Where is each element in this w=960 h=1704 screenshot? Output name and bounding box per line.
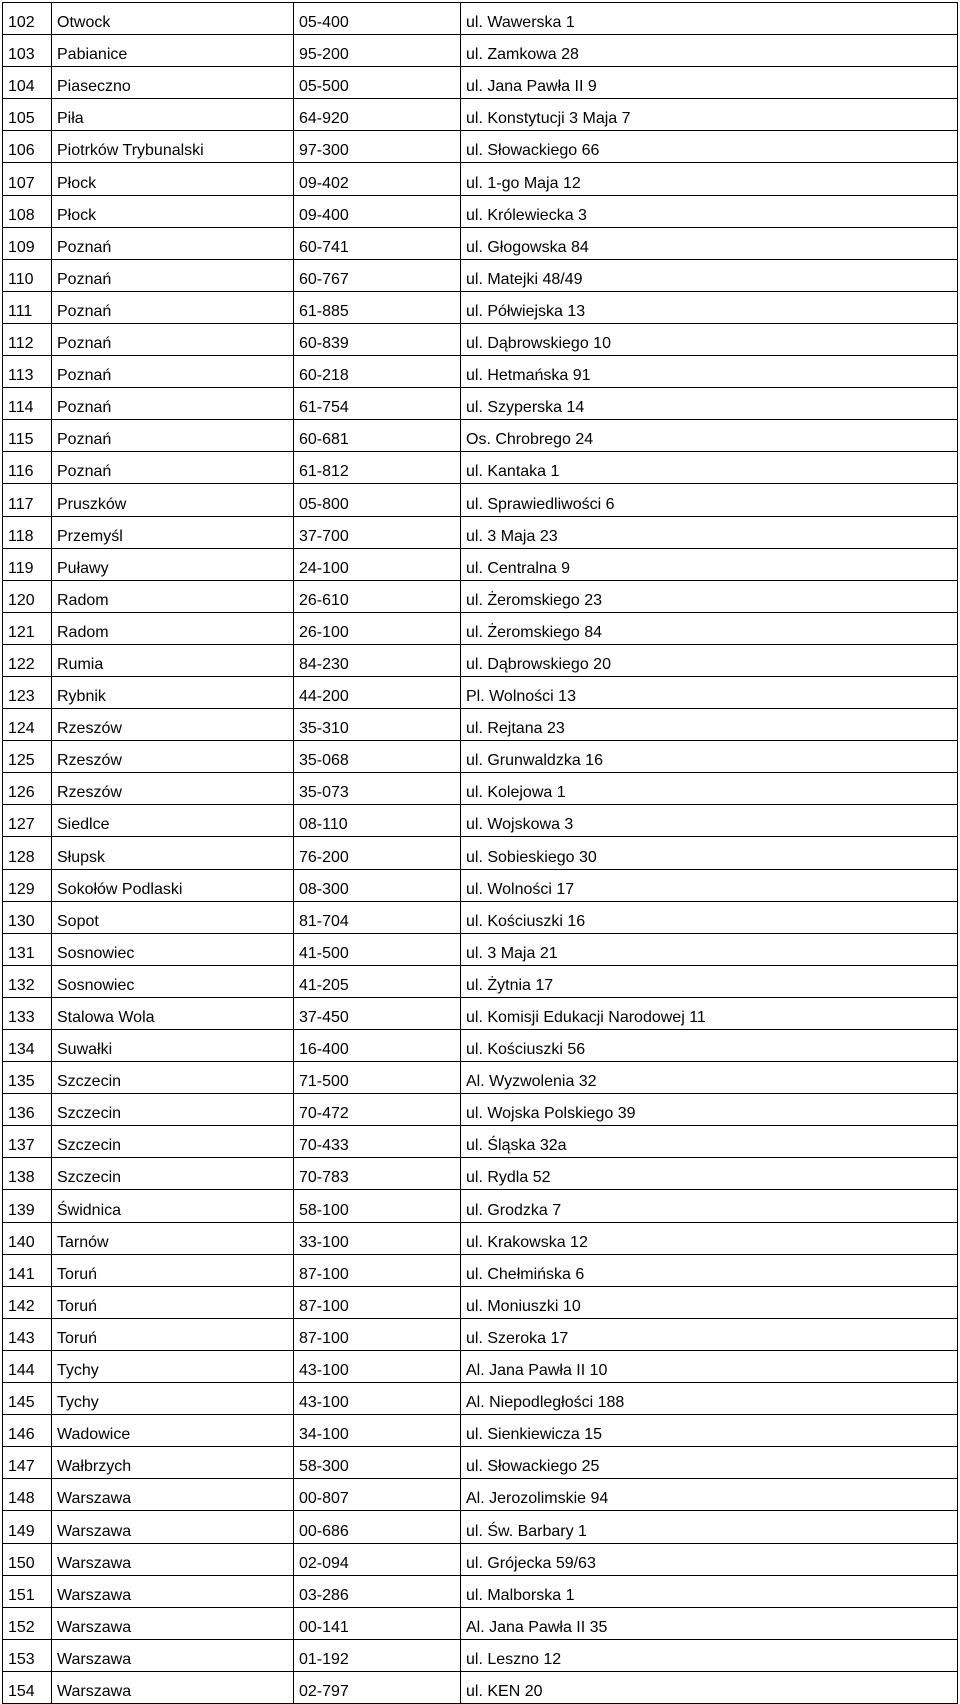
- row-number-cell: 143: [3, 1318, 52, 1350]
- row-number-cell: 110: [3, 259, 52, 291]
- address-cell: ul. Rejtana 23: [461, 709, 958, 741]
- table-row: [3, 1575, 958, 1607]
- postal-code-cell: 02-094: [294, 1543, 461, 1575]
- row-number-cell: 132: [3, 965, 52, 997]
- address-cell: ul. Wojskowa 3: [461, 805, 958, 837]
- city-cell: Piaseczno: [52, 67, 294, 99]
- table-row: [3, 131, 958, 163]
- row-number-cell: 148: [3, 1479, 52, 1511]
- city-cell: Warszawa: [52, 1575, 294, 1607]
- address-cell: ul. Leszno 12: [461, 1639, 958, 1671]
- address-cell: ul. Żeromskiego 23: [461, 580, 958, 612]
- postal-code-cell: 97-300: [294, 131, 461, 163]
- city-cell: Poznań: [52, 356, 294, 388]
- address-cell: ul. Kościuszki 16: [461, 901, 958, 933]
- row-number-cell: 103: [3, 35, 52, 67]
- table-row: [3, 548, 958, 580]
- city-cell: Szczecin: [52, 1158, 294, 1190]
- postal-code-cell: 76-200: [294, 837, 461, 869]
- table-row: [3, 356, 958, 388]
- row-number-cell: 144: [3, 1350, 52, 1382]
- table-row: [3, 869, 958, 901]
- postal-code-cell: 70-433: [294, 1126, 461, 1158]
- city-cell: Poznań: [52, 388, 294, 420]
- table-row: [3, 1639, 958, 1671]
- table-row: [3, 773, 958, 805]
- city-cell: Słupsk: [52, 837, 294, 869]
- city-cell: Otwock: [52, 3, 294, 35]
- table-row: [3, 1222, 958, 1254]
- city-cell: Warszawa: [52, 1671, 294, 1703]
- address-cell: ul. Żytnia 17: [461, 965, 958, 997]
- row-number-cell: 140: [3, 1222, 52, 1254]
- address-cell: Al. Jerozolimskie 94: [461, 1479, 958, 1511]
- postal-code-cell: 81-704: [294, 901, 461, 933]
- city-cell: Szczecin: [52, 1094, 294, 1126]
- address-cell: ul. Królewiecka 3: [461, 195, 958, 227]
- city-cell: Płock: [52, 163, 294, 195]
- city-cell: Szczecin: [52, 1126, 294, 1158]
- address-cell: ul. Wojska Polskiego 39: [461, 1094, 958, 1126]
- postal-code-cell: 58-300: [294, 1447, 461, 1479]
- city-cell: Tychy: [52, 1383, 294, 1415]
- postal-code-cell: 37-450: [294, 997, 461, 1029]
- postal-code-cell: 43-100: [294, 1383, 461, 1415]
- address-cell: ul. 3 Maja 23: [461, 516, 958, 548]
- city-cell: Radom: [52, 612, 294, 644]
- address-cell: ul. KEN 20: [461, 1671, 958, 1703]
- address-cell: ul. Dąbrowskiego 10: [461, 323, 958, 355]
- table-row: [3, 580, 958, 612]
- city-cell: Siedlce: [52, 805, 294, 837]
- city-cell: Tychy: [52, 1350, 294, 1382]
- address-cell: ul. Moniuszki 10: [461, 1286, 958, 1318]
- postal-code-cell: 00-686: [294, 1511, 461, 1543]
- address-cell: ul. Półwiejska 13: [461, 291, 958, 323]
- table-row: [3, 709, 958, 741]
- table-row: [3, 163, 958, 195]
- postal-code-cell: 87-100: [294, 1254, 461, 1286]
- row-number-cell: 138: [3, 1158, 52, 1190]
- row-number-cell: 122: [3, 644, 52, 676]
- row-number-cell: 141: [3, 1254, 52, 1286]
- city-cell: Toruń: [52, 1318, 294, 1350]
- city-cell: Przemyśl: [52, 516, 294, 548]
- address-cell: ul. Śląska 32a: [461, 1126, 958, 1158]
- city-cell: Tarnów: [52, 1222, 294, 1254]
- city-cell: Poznań: [52, 452, 294, 484]
- city-cell: Sopot: [52, 901, 294, 933]
- postal-code-cell: 43-100: [294, 1350, 461, 1382]
- row-number-cell: 107: [3, 163, 52, 195]
- postal-code-cell: 41-205: [294, 965, 461, 997]
- address-cell: ul. Słowackiego 66: [461, 131, 958, 163]
- row-number-cell: 112: [3, 323, 52, 355]
- city-cell: Radom: [52, 580, 294, 612]
- row-number-cell: 150: [3, 1543, 52, 1575]
- city-cell: Rumia: [52, 644, 294, 676]
- row-number-cell: 114: [3, 388, 52, 420]
- postal-code-cell: 05-800: [294, 484, 461, 516]
- postal-code-cell: 09-400: [294, 195, 461, 227]
- city-cell: Poznań: [52, 259, 294, 291]
- address-cell: ul. Hetmańska 91: [461, 356, 958, 388]
- row-number-cell: 104: [3, 67, 52, 99]
- postal-code-cell: 87-100: [294, 1318, 461, 1350]
- postal-code-cell: 44-200: [294, 676, 461, 708]
- table-row: [3, 644, 958, 676]
- table-row: [3, 3, 958, 35]
- row-number-cell: 147: [3, 1447, 52, 1479]
- address-cell: ul. Chełmińska 6: [461, 1254, 958, 1286]
- table-row: [3, 965, 958, 997]
- row-number-cell: 116: [3, 452, 52, 484]
- postal-code-cell: 26-610: [294, 580, 461, 612]
- postal-code-cell: 05-400: [294, 3, 461, 35]
- row-number-cell: 131: [3, 933, 52, 965]
- table-row: [3, 1030, 958, 1062]
- postal-code-cell: 61-812: [294, 452, 461, 484]
- city-cell: Stalowa Wola: [52, 997, 294, 1029]
- postal-code-cell: 60-839: [294, 323, 461, 355]
- address-cell: ul. Wolności 17: [461, 869, 958, 901]
- postal-code-cell: 60-767: [294, 259, 461, 291]
- row-number-cell: 115: [3, 420, 52, 452]
- address-cell: ul. Centralna 9: [461, 548, 958, 580]
- table-row: [3, 1062, 958, 1094]
- city-cell: Warszawa: [52, 1479, 294, 1511]
- address-cell: ul. Sprawiedliwości 6: [461, 484, 958, 516]
- table-row: [3, 1126, 958, 1158]
- postal-code-cell: 95-200: [294, 35, 461, 67]
- row-number-cell: 117: [3, 484, 52, 516]
- table-row: [3, 676, 958, 708]
- address-cell: Al. Niepodległości 188: [461, 1383, 958, 1415]
- address-cell: Pl. Wolności 13: [461, 676, 958, 708]
- city-cell: Poznań: [52, 227, 294, 259]
- address-cell: Os. Chrobrego 24: [461, 420, 958, 452]
- postal-code-cell: 09-402: [294, 163, 461, 195]
- address-cell: ul. Sobieskiego 30: [461, 837, 958, 869]
- address-cell: ul. Słowackiego 25: [461, 1447, 958, 1479]
- postal-code-cell: 60-218: [294, 356, 461, 388]
- row-number-cell: 118: [3, 516, 52, 548]
- city-cell: Sosnowiec: [52, 933, 294, 965]
- row-number-cell: 119: [3, 548, 52, 580]
- address-cell: ul. Jana Pawła II 9: [461, 67, 958, 99]
- table-row: [3, 1415, 958, 1447]
- address-cell: Al. Wyzwolenia 32: [461, 1062, 958, 1094]
- table-row: [3, 1158, 958, 1190]
- table-row: [3, 388, 958, 420]
- table-row: [3, 516, 958, 548]
- postal-code-cell: 84-230: [294, 644, 461, 676]
- postal-code-cell: 70-783: [294, 1158, 461, 1190]
- table-row: [3, 901, 958, 933]
- table-row: [3, 259, 958, 291]
- city-cell: Poznań: [52, 291, 294, 323]
- table-row: [3, 612, 958, 644]
- row-number-cell: 130: [3, 901, 52, 933]
- row-number-cell: 154: [3, 1671, 52, 1703]
- city-cell: Warszawa: [52, 1511, 294, 1543]
- address-cell: ul. Św. Barbary 1: [461, 1511, 958, 1543]
- row-number-cell: 152: [3, 1607, 52, 1639]
- row-number-cell: 149: [3, 1511, 52, 1543]
- postal-code-cell: 64-920: [294, 99, 461, 131]
- address-cell: ul. Szyperska 14: [461, 388, 958, 420]
- postal-code-cell: 35-068: [294, 741, 461, 773]
- table-row: [3, 805, 958, 837]
- row-number-cell: 126: [3, 773, 52, 805]
- postal-code-cell: 35-310: [294, 709, 461, 741]
- row-number-cell: 146: [3, 1415, 52, 1447]
- city-cell: Wadowice: [52, 1415, 294, 1447]
- city-cell: Sokołów Podlaski: [52, 869, 294, 901]
- table-row: [3, 1671, 958, 1703]
- postal-code-cell: 08-110: [294, 805, 461, 837]
- table-row: [3, 1607, 958, 1639]
- postal-code-cell: 61-885: [294, 291, 461, 323]
- row-number-cell: 106: [3, 131, 52, 163]
- row-number-cell: 127: [3, 805, 52, 837]
- row-number-cell: 113: [3, 356, 52, 388]
- city-cell: Rzeszów: [52, 773, 294, 805]
- city-cell: Piła: [52, 99, 294, 131]
- city-cell: Toruń: [52, 1254, 294, 1286]
- address-cell: ul. Matejki 48/49: [461, 259, 958, 291]
- row-number-cell: 109: [3, 227, 52, 259]
- table-row: [3, 195, 958, 227]
- address-cell: ul. Malborska 1: [461, 1575, 958, 1607]
- table-row: [3, 67, 958, 99]
- table-row: [3, 452, 958, 484]
- postal-code-cell: 08-300: [294, 869, 461, 901]
- row-number-cell: 125: [3, 741, 52, 773]
- row-number-cell: 124: [3, 709, 52, 741]
- table-row: [3, 1479, 958, 1511]
- address-cell: ul. Grunwaldzka 16: [461, 741, 958, 773]
- city-cell: Toruń: [52, 1286, 294, 1318]
- address-cell: ul. 3 Maja 21: [461, 933, 958, 965]
- table-row: [3, 933, 958, 965]
- city-cell: Sosnowiec: [52, 965, 294, 997]
- row-number-cell: 137: [3, 1126, 52, 1158]
- row-number-cell: 139: [3, 1190, 52, 1222]
- city-cell: Rzeszów: [52, 709, 294, 741]
- table-row: [3, 420, 958, 452]
- postal-code-cell: 61-754: [294, 388, 461, 420]
- postal-code-cell: 60-741: [294, 227, 461, 259]
- row-number-cell: 142: [3, 1286, 52, 1318]
- table-row: [3, 1511, 958, 1543]
- postal-code-cell: 24-100: [294, 548, 461, 580]
- address-cell: ul. Żeromskiego 84: [461, 612, 958, 644]
- table-row: [3, 741, 958, 773]
- postal-code-cell: 70-472: [294, 1094, 461, 1126]
- address-cell: ul. Sienkiewicza 15: [461, 1415, 958, 1447]
- postal-code-cell: 00-807: [294, 1479, 461, 1511]
- row-number-cell: 151: [3, 1575, 52, 1607]
- city-cell: Pabianice: [52, 35, 294, 67]
- address-cell: Al. Jana Pawła II 35: [461, 1607, 958, 1639]
- address-cell: Al. Jana Pawła II 10: [461, 1350, 958, 1382]
- row-number-cell: 129: [3, 869, 52, 901]
- address-cell: ul. Głogowska 84: [461, 227, 958, 259]
- postal-code-cell: 35-073: [294, 773, 461, 805]
- row-number-cell: 135: [3, 1062, 52, 1094]
- city-cell: Poznań: [52, 420, 294, 452]
- table-row: [3, 35, 958, 67]
- city-cell: Pruszków: [52, 484, 294, 516]
- table-row: [3, 1190, 958, 1222]
- row-number-cell: 128: [3, 837, 52, 869]
- city-cell: Piotrków Trybunalski: [52, 131, 294, 163]
- address-cell: ul. Konstytucji 3 Maja 7: [461, 99, 958, 131]
- postal-code-cell: 41-500: [294, 933, 461, 965]
- row-number-cell: 134: [3, 1030, 52, 1062]
- postal-code-cell: 03-286: [294, 1575, 461, 1607]
- postal-code-cell: 37-700: [294, 516, 461, 548]
- table-row: [3, 1383, 958, 1415]
- address-cell: ul. Szeroka 17: [461, 1318, 958, 1350]
- table-row: [3, 291, 958, 323]
- table-body: [3, 3, 958, 1704]
- address-cell: ul. 1-go Maja 12: [461, 163, 958, 195]
- table-row: [3, 1094, 958, 1126]
- city-cell: Warszawa: [52, 1607, 294, 1639]
- city-cell: Szczecin: [52, 1062, 294, 1094]
- city-cell: Poznań: [52, 323, 294, 355]
- city-cell: Świdnica: [52, 1190, 294, 1222]
- address-cell: ul. Komisji Edukacji Narodowej 11: [461, 997, 958, 1029]
- address-cell: ul. Krakowska 12: [461, 1222, 958, 1254]
- row-number-cell: 105: [3, 99, 52, 131]
- city-cell: Rzeszów: [52, 741, 294, 773]
- postal-code-cell: 00-141: [294, 1607, 461, 1639]
- postal-code-cell: 71-500: [294, 1062, 461, 1094]
- row-number-cell: 108: [3, 195, 52, 227]
- table-row: [3, 997, 958, 1029]
- postal-code-cell: 33-100: [294, 1222, 461, 1254]
- table-row: [3, 1318, 958, 1350]
- address-cell: ul. Grójecka 59/63: [461, 1543, 958, 1575]
- table-row: [3, 1254, 958, 1286]
- city-cell: Warszawa: [52, 1639, 294, 1671]
- postal-code-cell: 01-192: [294, 1639, 461, 1671]
- row-number-cell: 136: [3, 1094, 52, 1126]
- table-row: [3, 227, 958, 259]
- address-cell: ul. Rydla 52: [461, 1158, 958, 1190]
- postal-code-cell: 26-100: [294, 612, 461, 644]
- postal-code-cell: 02-797: [294, 1671, 461, 1703]
- city-cell: Rybnik: [52, 676, 294, 708]
- city-cell: Warszawa: [52, 1543, 294, 1575]
- address-cell: ul. Zamkowa 28: [461, 35, 958, 67]
- row-number-cell: 145: [3, 1383, 52, 1415]
- city-cell: Suwałki: [52, 1030, 294, 1062]
- row-number-cell: 153: [3, 1639, 52, 1671]
- city-cell: Wałbrzych: [52, 1447, 294, 1479]
- postal-code-cell: 58-100: [294, 1190, 461, 1222]
- city-cell: Płock: [52, 195, 294, 227]
- row-number-cell: 111: [3, 291, 52, 323]
- table-row: [3, 1543, 958, 1575]
- postal-code-cell: 87-100: [294, 1286, 461, 1318]
- table-row: [3, 99, 958, 131]
- postal-code-cell: 60-681: [294, 420, 461, 452]
- city-cell: Puławy: [52, 548, 294, 580]
- table-row: [3, 1447, 958, 1479]
- row-number-cell: 121: [3, 612, 52, 644]
- table-row: [3, 1286, 958, 1318]
- postal-code-cell: 34-100: [294, 1415, 461, 1447]
- postal-code-cell: 16-400: [294, 1030, 461, 1062]
- row-number-cell: 133: [3, 997, 52, 1029]
- address-cell: ul. Kościuszki 56: [461, 1030, 958, 1062]
- address-cell: ul. Kolejowa 1: [461, 773, 958, 805]
- location-table: [2, 2, 958, 1704]
- row-number-cell: 123: [3, 676, 52, 708]
- address-cell: ul. Wawerska 1: [461, 3, 958, 35]
- postal-code-cell: 05-500: [294, 67, 461, 99]
- row-number-cell: 102: [3, 3, 52, 35]
- row-number-cell: 120: [3, 580, 52, 612]
- table-row: [3, 1350, 958, 1382]
- table-row: [3, 837, 958, 869]
- table-row: [3, 484, 958, 516]
- address-cell: ul. Grodzka 7: [461, 1190, 958, 1222]
- address-cell: ul. Dąbrowskiego 20: [461, 644, 958, 676]
- address-cell: ul. Kantaka 1: [461, 452, 958, 484]
- table-row: [3, 323, 958, 355]
